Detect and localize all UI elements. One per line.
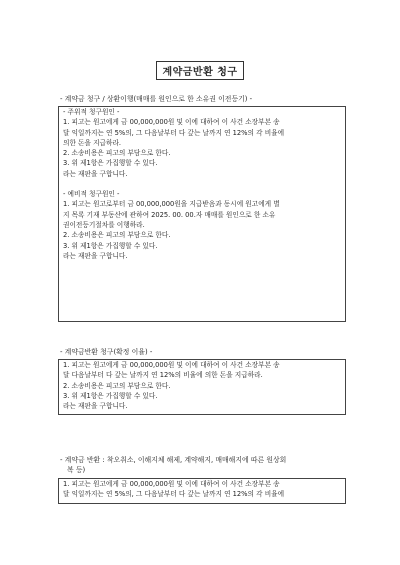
section1-main-line: 의한 돈을 지급하라. xyxy=(63,138,122,147)
section1-pre-label: - 예비적 청구원인 - xyxy=(63,190,120,199)
section1-main-line: 라는 재판을 구합니다. xyxy=(63,169,128,178)
section1-main-line: 1. 피고는 원고에게 금 00,000,000원 및 이에 대하여 이 사건 소장부본 송 xyxy=(63,118,280,127)
spacer xyxy=(59,179,345,189)
section2-line: 달 다음날부터 다 갚는 날까지 연 12%의 비율에 의한 돈을 지급하라. xyxy=(63,371,263,380)
section1-pre-line: 권이전등기절차를 이행하라. xyxy=(63,220,145,229)
section3-box xyxy=(58,478,346,504)
section1-pre-line: 3. 위 제1항은 가집행할 수 있다. xyxy=(63,241,158,250)
section2-line: 라는 재판을 구합니다. xyxy=(63,402,128,411)
document-title-wrap xyxy=(0,60,400,80)
document-title: 계약금반환 청구 xyxy=(156,61,243,80)
section2-line: 2. 소송비용은 피고의 부담으로 한다. xyxy=(63,381,171,390)
section1-main-label: - 주위적 청구원인 - xyxy=(63,108,120,116)
section1-pre-line: 라는 재판을 구합니다. xyxy=(63,251,128,260)
section1-box xyxy=(58,106,346,322)
section2-line: 1. 피고는 원고에게 금 00,000,000원 및 이에 대하여 이 사건 소장부본 송 xyxy=(63,361,280,369)
section1-pre-line: 지 목록 기재 부동산에 관하여 2025. 00. 00.자 매매를 원인으로 한 소유 xyxy=(63,210,276,219)
section3-line: 달 익일까지는 연 5%의, 그 다음날부터 다 갚는 날까지 연 12%의 각 비율에 xyxy=(63,490,285,499)
section1-pre-line: 1. 피고는 원고로부터 금 00,000,000원을 지급받음과 동시에 원고에게 별 xyxy=(63,200,280,209)
section1-main-line: 2. 소송비용은 피고의 부담으로 한다. xyxy=(63,149,171,158)
section2-box xyxy=(58,359,346,415)
section1-main-line: 3. 위 제1항은 가집행할 수 있다. xyxy=(63,159,158,168)
section2-line: 3. 위 제1항은 가집행할 수 있다. xyxy=(63,391,158,400)
section3-heading: - 계약금 반환 : 착오취소, 이해지체 해제, 계약해지, 매매해지에 따른 원상회 xyxy=(60,456,287,464)
section3-line: 1. 피고는 원고에게 금 00,000,000원 및 이에 대하여 이 사건 소장부본 송 xyxy=(63,480,280,488)
section1-heading: - 계약금 청구 / 상환이행(매매를 원인으로 한 소유권 이전등기) - xyxy=(60,95,253,103)
section3-heading-cont: 복 등) xyxy=(67,466,86,474)
section1-main-line: 달 익일까지는 연 5%의, 그 다음날부터 다 갚는 날까지 연 12%의 각 비율에 xyxy=(63,128,285,137)
section1-pre-line: 2. 소송비용은 피고의 부담으로 한다. xyxy=(63,231,171,240)
section2-heading: - 계약금반환 청구(확정 이율) - xyxy=(60,348,153,356)
